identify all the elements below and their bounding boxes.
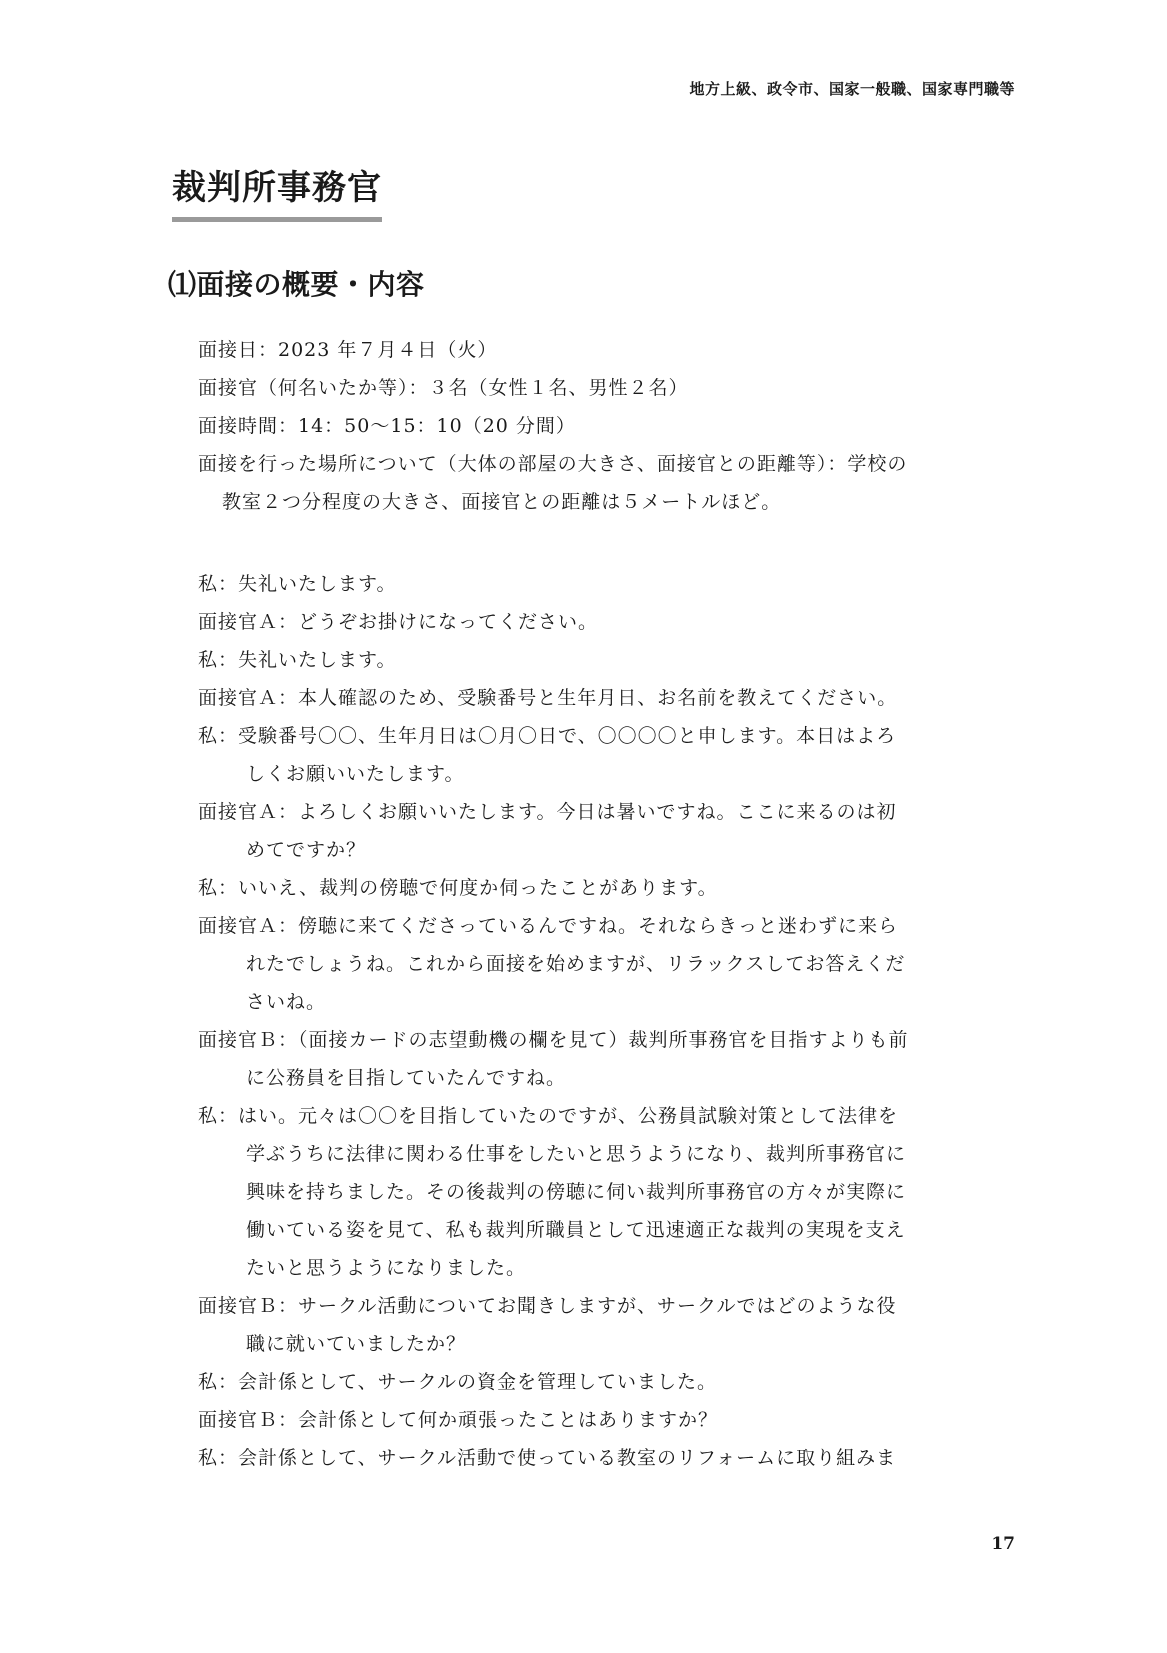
info-line: 教室２つ分程度の大きさ、面接官との距離は５メートルほど。 — [222, 491, 782, 513]
interview-dialogue — [198, 565, 1028, 1477]
dialogue-line: に公務員を目指していたんですね。 — [246, 1067, 567, 1089]
dialogue-line: 私：失礼いたします。 — [198, 649, 397, 671]
dialogue-line: しくお願いいたします。 — [246, 763, 465, 785]
dialogue-line: 私：受験番号〇〇、生年月日は〇月〇日で、〇〇〇〇と申します。本日はよろ — [198, 725, 897, 747]
dialogue-line: 私：失礼いたします。 — [198, 573, 397, 595]
dialogue-line: 面接官Ａ：よろしくお願いいたします。今日は暑いですね。ここに来るのは初 — [198, 801, 897, 823]
section-heading: ⑴面接の概要・内容 — [168, 268, 425, 301]
page-title: 裁判所事務官 — [172, 160, 382, 222]
title-block — [172, 160, 382, 222]
dialogue-line: 興味を持ちました。その後裁判の傍聴に伺い裁判所事務官の方々が実際に — [246, 1181, 907, 1203]
page-number: 17 — [991, 1534, 1015, 1554]
dialogue-line: 私：いいえ、裁判の傍聴で何度か伺ったことがあります。 — [198, 877, 718, 899]
dialogue-line: 学ぶうちに法律に関わる仕事をしたいと思うようになり、裁判所事務官に — [246, 1143, 907, 1165]
info-line: 面接を行った場所について（大体の部屋の大きさ、面接官との距離等）：学校の — [198, 453, 908, 475]
running-header: 地方上級、政令市、国家一般職、国家専門職等 — [689, 80, 1015, 98]
dialogue-line: 面接官Ａ：傍聴に来てくださっているんですね。それならきっと迷わずに来ら — [198, 915, 899, 937]
dialogue-line: 面接官Ａ：どうぞお掛けになってください。 — [198, 611, 599, 633]
dialogue-line: 面接官Ｂ：サークル活動についてお聞きしますが、サークルではどのような役 — [198, 1295, 897, 1317]
info-line: 面接日：2023 年７月４日（火） — [198, 339, 498, 361]
dialogue-line: 面接官Ｂ：会計係として何か頑張ったことはありますか？ — [198, 1409, 719, 1431]
dialogue-line: 私：はい。元々は〇〇を目指していたのですが、公務員試験対策として法律を — [198, 1105, 899, 1127]
dialogue-line: 面接官Ａ：本人確認のため、受験番号と生年月日、お名前を教えてください。 — [198, 687, 898, 709]
interview-info — [198, 331, 1028, 521]
dialogue-line: 私：会計係として、サークルの資金を管理していました。 — [198, 1371, 718, 1393]
info-line: 面接官（何名いたか等）：３名（女性１名、男性２名） — [198, 377, 689, 399]
dialogue-line: 働いている姿を見て、私も裁判所職員として迅速適正な裁判の実現を支え — [246, 1219, 906, 1241]
info-line: 面接時間：14：50〜15：10（20 分間） — [198, 415, 576, 437]
dialogue-line: 職に就いていましたか？ — [246, 1333, 467, 1355]
dialogue-line: めてですか？ — [246, 839, 367, 861]
dialogue-line: さいね。 — [246, 991, 327, 1013]
dialogue-line: 面接官Ｂ：（面接カードの志望動機の欄を見て）裁判所事務官を目指すよりも前 — [198, 1029, 909, 1051]
dialogue-line: たいと思うようになりました。 — [246, 1257, 527, 1279]
dialogue-line: 私：会計係として、サークル活動で使っている教室のリフォームに取り組みま — [198, 1447, 897, 1469]
dialogue-line: れたでしょうね。これから面接を始めますが、リラックスしてお答えくだ — [246, 953, 906, 975]
